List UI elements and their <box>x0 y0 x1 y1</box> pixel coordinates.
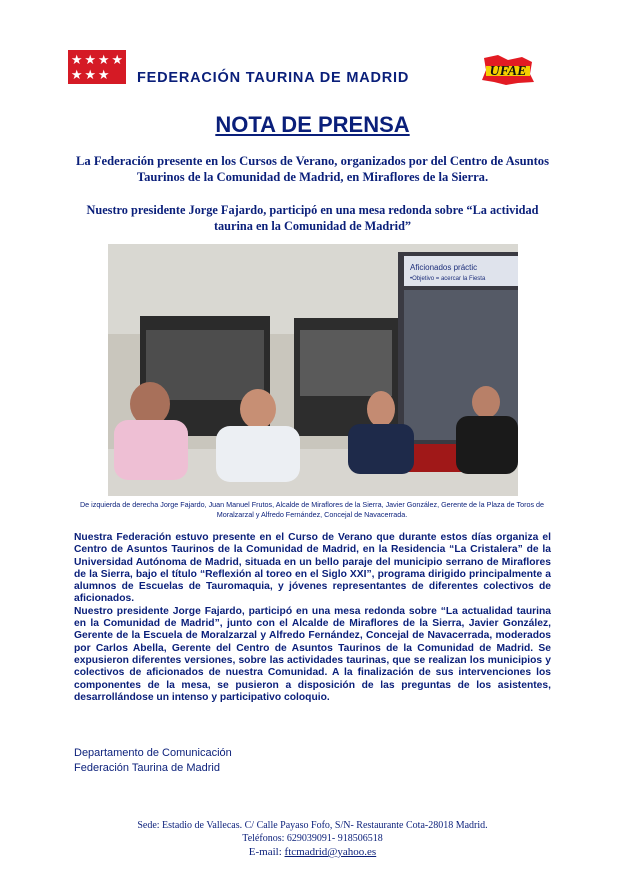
ufae-logo <box>478 52 538 88</box>
photo-caption: De izquierda de derecha Jorge Fajardo, Juan Manuel Frutos, Alcalde de Miraflores de la Sierra, Javier González, Gerente de la Plaza de Toros de Moralzarzal y Alfredo Fernández, Concejal de Navacerrada. <box>79 500 545 519</box>
headline-primary: La Federación presente en los Cursos de Verano, organizados por del Centro de Asuntos Taurinos de la Comunidad de Madrid, en Miraflores de la Sierra. <box>76 154 549 184</box>
article-body <box>74 532 551 704</box>
footer <box>0 819 625 860</box>
footer-email-line <box>0 845 625 860</box>
footer-email-label: E-mail: <box>248 846 285 858</box>
footer-email-link[interactable]: ftcmadrid@yahoo.es <box>284 846 377 858</box>
signature-department: Departamento de Comunicación <box>74 747 232 759</box>
event-photo <box>108 244 518 496</box>
article-paragraph: Nuestra Federación estuvo presente en el Curso de Verano que durante estos días organiza el Centro de Asuntos Taurinos de la Comunidad de Madrid, en la Residencia “La Cristalera” de la Universidad Autónoma de Madrid, situada en un bello paraje del municipio serrano de Miraflores de la Sierra, bajo el título “Reflexión al toreo en el Siglo XXI”, programa dirigido principalmente a alumnos de Escuelas de Tauromaquia, y jóvenes representantes de diferentes colectivos de aficionados. <box>74 532 551 605</box>
screen-title: Aficionados práctic <box>410 263 478 272</box>
press-release-title: NOTA DE PRENSA <box>215 112 410 137</box>
signature-block <box>74 746 232 776</box>
madrid-flag-logo: ★ ★ ★ ★ ★ ★ ★ <box>68 50 126 84</box>
footer-phones: Teléfonos: 629039091- 918506518 <box>242 833 383 844</box>
footer-address: Sede: Estadio de Vallecas. C/ Calle Payaso Fofo, S/N- Restaurante Cota-28018 Madrid. <box>137 820 488 831</box>
organization-name: FEDERACIÓN TAURINA DE MADRID <box>137 70 410 86</box>
headline-secondary: Nuestro presidente Jorge Fajardo, participó en una mesa redonda sobre “La actividad taurina en la Comunidad de Madrid” <box>86 203 539 233</box>
screen-subtitle: •Objetivo = acercar la Fiesta <box>410 276 486 282</box>
signature-organization: Federación Taurina de Madrid <box>74 762 220 774</box>
article-paragraph: Nuestro presidente Jorge Fajardo, participó en una mesa redonda sobre “La actualidad taurina en la Comunidad de Madrid”, junto con el Alcalde de Miraflores de la Sierra, Javier González, Gerente de la Escuela de Moralzarzal y Alfredo Fernández, Concejal de Navacerrada, moderados por Carlos Abella, Gerente del Centro de Asuntos Taurinos de la Comunidad de Madrid. Se expusieron diferentes versiones, sobre las actividades taurinas, que se realizan los municipios y colectivos de aficionados de nuestra Comunidad. A la finalización de sus intervenciones los componentes de la mesa, se pusieron a disposición de las preguntas de los asistentes, desarrollándose un intenso y participativo coloquio. <box>74 605 551 703</box>
ufae-logo-text: UFAE <box>489 64 527 79</box>
